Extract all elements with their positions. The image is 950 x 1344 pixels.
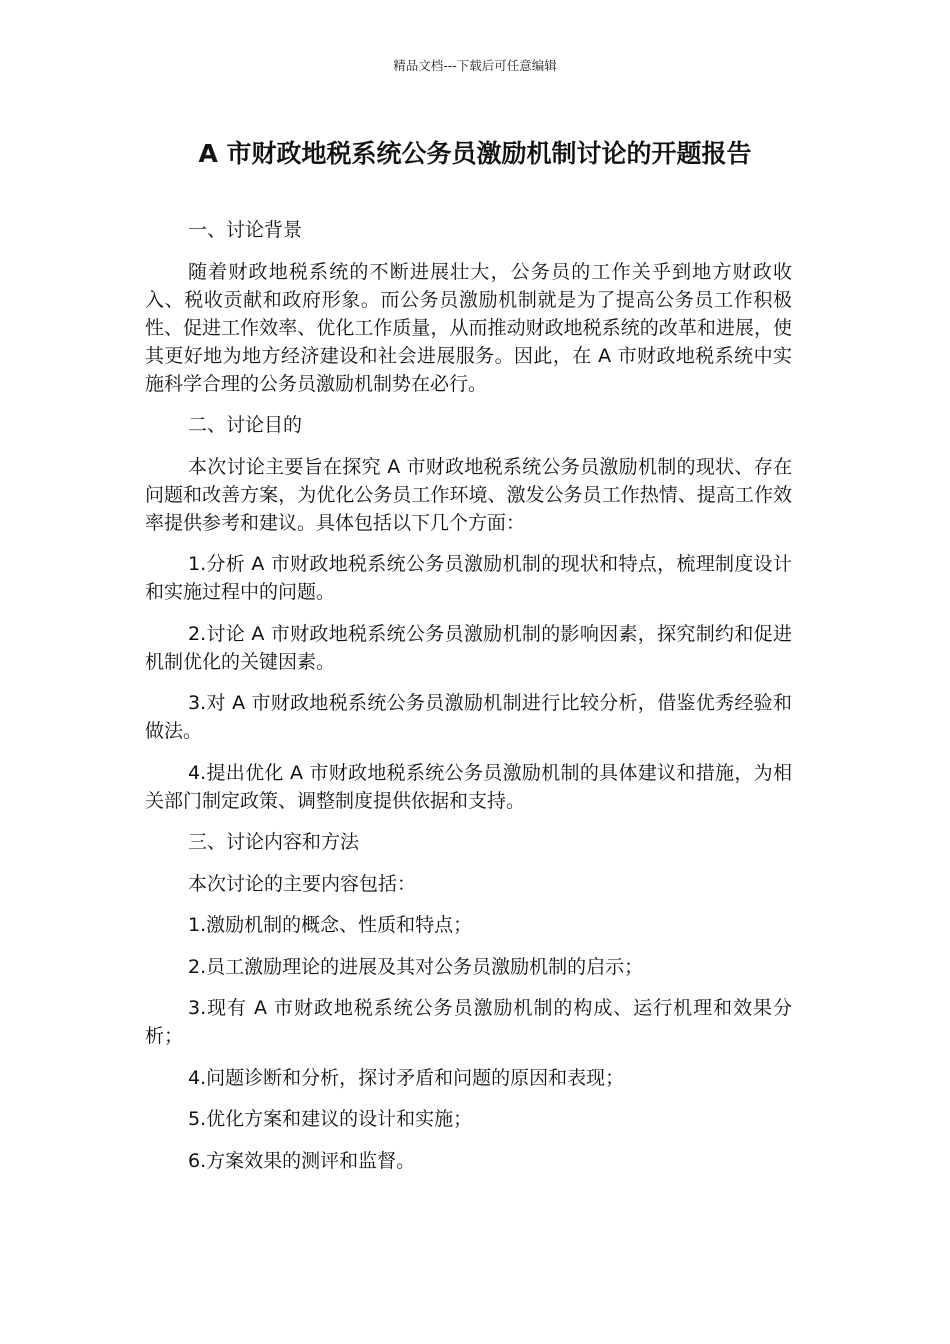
content-item: 4.问题诊断和分析，探讨矛盾和问题的原因和表现； <box>188 1066 625 1089</box>
section-heading-purpose: 二、讨论目的 <box>188 414 303 436</box>
paragraph-content-intro: 本次讨论的主要内容包括： <box>188 872 417 895</box>
content-item: 2.员工激励理论的进展及其对公务员激励机制的启示； <box>188 955 644 978</box>
paragraph-background: 随着财政地税系统的不断进展壮大，公务员的工作关乎到地方财政收入、税收贡献和政府形象。而公务员激励机制就是为了提高公务员工作积极性、促进工作效率、优化工作质量，从而推动财政地税系统的改革和进展，使其更好地为地方经济建设和社会进展服务。因此，在 A 市财政地税系统中实施科学合理的公务员激励机制势在必行。 <box>145 260 792 395</box>
content-item: 3.现有 A 市财政地税系统公务员激励机制的构成、运行机理和效果分析； <box>145 997 792 1047</box>
section-heading-background: 一、讨论背景 <box>188 219 303 241</box>
document-body <box>145 216 792 1188</box>
content-item: 6.方案效果的测评和监督。 <box>188 1149 416 1172</box>
purpose-item: 3.对 A 市财政地税系统公务员激励机制进行比较分析，借鉴优秀经验和做法。 <box>145 692 792 742</box>
content-item: 5.优化方案和建议的设计和实施； <box>188 1108 473 1130</box>
purpose-item: 2.讨论 A 市财政地税系统公务员激励机制的影响因素，探究制约和促进机制优化的关键因素。 <box>145 622 792 673</box>
section-heading-content-method: 三、讨论内容和方法 <box>188 831 360 853</box>
page-header: 精品文档---下载后可任意编辑 <box>393 58 557 73</box>
purpose-item: 4.提出优化 A 市财政地税系统公务员激励机制的具体建议和措施，为相关部门制定政策、调整制度提供依据和支持。 <box>145 761 792 812</box>
paragraph-purpose: 本次讨论主要旨在探究 A 市财政地税系统公务员激励机制的现状、存在问题和改善方案，为优化公务员工作环境、激发公务员工作热情、提高工作效率提供参考和建议。具体包括以下几个方面： <box>145 455 792 534</box>
document-title: A 市财政地税系统公务员激励机制讨论的开题报告 <box>198 139 752 168</box>
content-item: 1.激励机制的概念、性质和特点； <box>188 914 473 936</box>
purpose-item: 1.分析 A 市财政地税系统公务员激励机制的现状和特点，梳理制度设计和实施过程中的问题。 <box>145 553 792 603</box>
